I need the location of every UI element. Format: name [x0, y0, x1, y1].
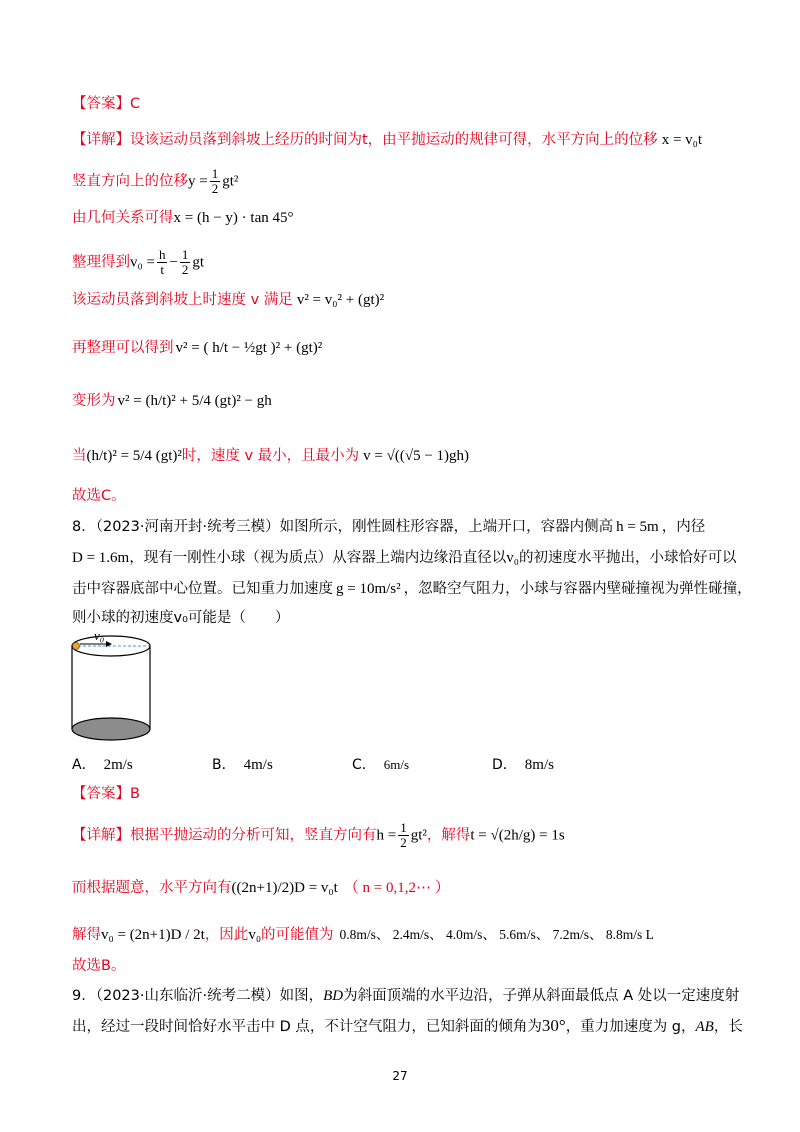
cylinder-bottom: [72, 718, 150, 740]
q8-stem-line4: 则小球的初速度v₀可能是（ ）: [72, 610, 290, 626]
q7-detail-line7: 变形为 v² = (h/t)² + 5/4 (gt)² − gh: [72, 393, 272, 409]
figure-v0-label: v₀: [94, 628, 105, 643]
page-number: 27: [392, 1069, 408, 1083]
q9-stem-line2: 出，经过一段时间恰好水平击中 D 点，不计空气阻力，已知斜面的倾角为30°，重力加速度为 g，AB，长: [72, 1016, 743, 1035]
option-c[interactable]: C． 6m/s: [352, 757, 410, 773]
ball: [73, 643, 80, 650]
option-b[interactable]: B． 4m/s: [212, 757, 273, 773]
q7-detail-line2: 竖直方向上的位移y = $\frac{1}{2}$ gt²: [72, 166, 239, 196]
answer-tag-q7: 【答案】C: [72, 96, 141, 112]
answer-tag-q8: 【答案】B: [72, 786, 140, 802]
q7-detail-line5: 该运动员落到斜坡上时速度 v 满足 v² = v₀² + (gt)²: [72, 292, 385, 308]
q7-conclusion: 故选C。: [72, 488, 126, 504]
q8-detail-line2: 而根据题意，水平方向有((2n+1)/2)D = v₀t （ n = 0,1,2⋯ ）: [72, 880, 450, 896]
q7-detail-line4: 整理得到v₀ = $\frac{h}{t}$ − $\frac{1}{2}$ gt: [72, 247, 205, 277]
q8-detail-line3: 解得v₀ = (2n+1)D / 2t，因此v₀的可能值为 0.8m/s、 2.4m/s、 4.0m/s、 5.6m/s、 7.2m/s、 8.8m/s L: [72, 927, 654, 943]
option-d[interactable]: D． 8m/s: [492, 757, 554, 773]
q8-detail-line1: 【详解】根据平抛运动的分析可知，竖直方向有h = $\frac{1}{2}$ gt²，解得t = √(2h/g) = 1s: [72, 820, 565, 850]
option-a[interactable]: A． 2m/s: [72, 757, 133, 773]
q8-stem-line2: D = 1.6m，现有一刚性小球（视为质点）从容器上端内边缘沿直径以v₀的初速度水平抛出，小球恰好可以: [72, 550, 737, 566]
q7-detail-line6: 再整理可以得到 v² = ( h/t − ½gt )² + (gt)²: [72, 340, 323, 356]
q8-stem-line1: 8．（2023·河南开封·统考三模）如图所示，刚性圆柱形容器，上端开口，容器内侧高 h = 5m ，内径: [72, 519, 706, 535]
q7-detail-line8: 当(h/t)² = 5/4 (gt)²时，速度 v 最小，且最小为 v = √((√5 − 1)gh): [72, 448, 470, 464]
q8-conclusion: 故选B。: [72, 958, 126, 974]
q7-detail-line1: 【详解】设该运动员落到斜坡上经历的时间为t，由平抛运动的规律可得，水平方向上的位移 x = v₀t: [72, 132, 703, 148]
detail-tag: 【详解】: [72, 132, 130, 148]
q9-stem-line1: 9．（2023·山东临沂·统考二模）如图，BD为斜面顶端的水平边沿，子弹从斜面最低点 A 处以一定速度射: [72, 988, 740, 1004]
q8-stem-line3: 击中容器底部中心位置。已知重力加速度 g = 10m/s² ，忽略空气阻力，小球与容器内壁碰撞视为弹性碰撞，: [72, 581, 752, 597]
q7-detail-line3: 由几何关系可得x = (h − y) · tan 45°: [72, 210, 294, 226]
cylinder-figure: [68, 628, 178, 748]
